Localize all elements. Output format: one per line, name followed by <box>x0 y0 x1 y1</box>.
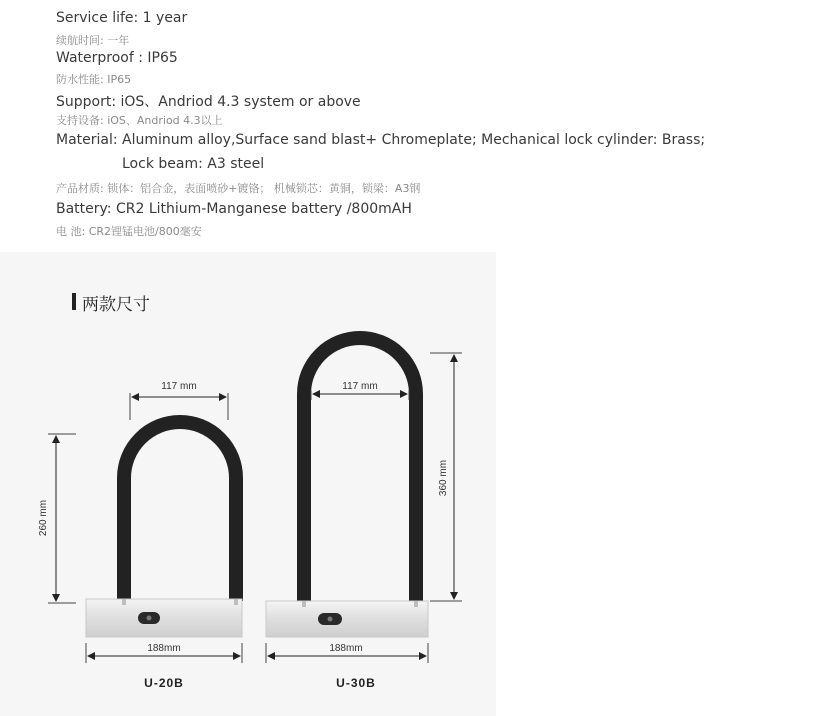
u30b-width-label: 117 mm <box>342 381 378 392</box>
u20b-width-label: 117 mm <box>161 381 197 392</box>
material-en-line2: Lock beam: A3 steel <box>122 156 265 172</box>
section-title: 两款尺寸 <box>82 295 150 315</box>
lock-u20b <box>38 381 242 690</box>
battery-en: Battery: CR2 Lithium-Manganese battery /800mAH <box>56 201 412 217</box>
u20b-shackle <box>124 422 236 601</box>
waterproof-en: Waterproof : IP65 <box>56 50 178 66</box>
material-cn: 产品材质: 锁体：铝合金，表面喷砂+镀铬； 机械锁芯：黄铜，锁梁：A3钢 <box>56 182 421 195</box>
support-en: Support: iOS、Andriod 4.3 system or above <box>56 94 361 110</box>
u30b-model-label: U-30B <box>336 676 376 690</box>
u20b-body <box>86 599 242 637</box>
support-cn: 支持设备: iOS、Andriod 4.3以上 <box>56 114 223 127</box>
u20b-base-label: 188mm <box>147 643 181 654</box>
u20b-height-label: 260 mm <box>38 499 49 537</box>
material-en-line1: Material: Aluminum alloy,Surface sand blast+ Chromeplate; Mechanical lock cylinder: Brass; <box>56 132 706 148</box>
service-life-en: Service life: 1 year <box>56 10 188 26</box>
lock-u30b <box>266 338 462 690</box>
u30b-body <box>266 601 428 637</box>
u30b-height-label: 360 mm <box>438 459 449 497</box>
u20b-model-label: U-20B <box>144 676 184 690</box>
waterproof-cn: 防水性能: IP65 <box>56 73 132 86</box>
u30b-shackle <box>304 338 416 603</box>
battery-cn: 电 池: CR2锂锰电池/800毫安 <box>56 225 202 238</box>
u30b-base-label: 188mm <box>329 643 363 654</box>
service-life-cn: 续航时间: 一年 <box>56 34 130 47</box>
